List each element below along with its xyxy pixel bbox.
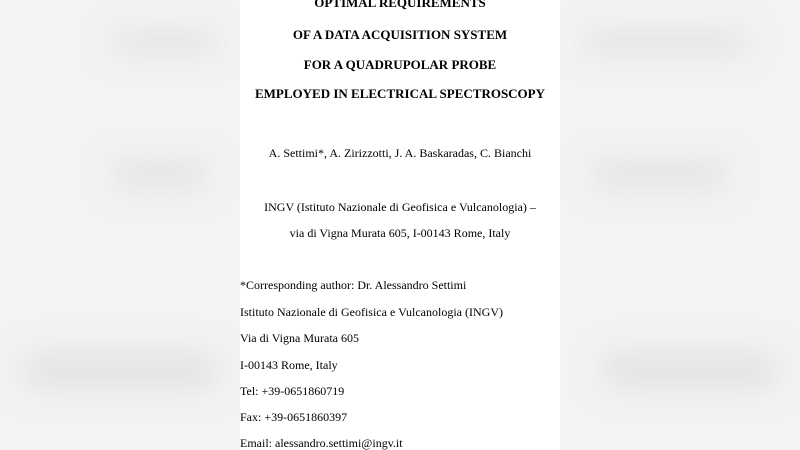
background-smear [110, 30, 220, 54]
affiliation-line-2: via di Vigna Murata 605, I-00143 Rome, Italy [289, 226, 511, 240]
authors: A. Settimi*, A. Zirizzotti, J. A. Baskaradas, C. Bianchi [268, 146, 532, 160]
title-line-3: FOR A QUADRUPOLAR PROBE [303, 57, 497, 72]
background-smear [590, 160, 730, 190]
corresponding-tel: Tel: +39-0651860719 [240, 384, 345, 398]
title-line-4: EMPLOYED IN ELECTRICAL SPECTROSCOPY [254, 86, 546, 101]
corresponding-author: *Corresponding author: Dr. Alessandro Settimi [240, 278, 467, 292]
document-page [240, 0, 560, 450]
title-line-2: OF A DATA ACQUISITION SYSTEM [292, 27, 508, 42]
background-smear [600, 350, 780, 390]
background-smear [110, 160, 210, 190]
background-smear [580, 30, 750, 54]
corresponding-institute: Istituto Nazionale di Geofisica e Vulcanologia (INGV) [240, 305, 503, 319]
corresponding-fax: Fax: +39-0651860397 [240, 410, 348, 424]
title-line-1: OPTIMAL REQUIREMENTS [314, 0, 486, 10]
corresponding-city: I-00143 Rome, Italy [240, 358, 338, 372]
background-smear [20, 350, 220, 390]
corresponding-email: Email: alessandro.settimi@ingv.it [240, 436, 403, 450]
corresponding-street: Via di Vigna Murata 605 [240, 331, 359, 345]
affiliation-line-1: INGV (Istituto Nazionale di Geofisica e Vulcanologia) – [264, 200, 536, 214]
